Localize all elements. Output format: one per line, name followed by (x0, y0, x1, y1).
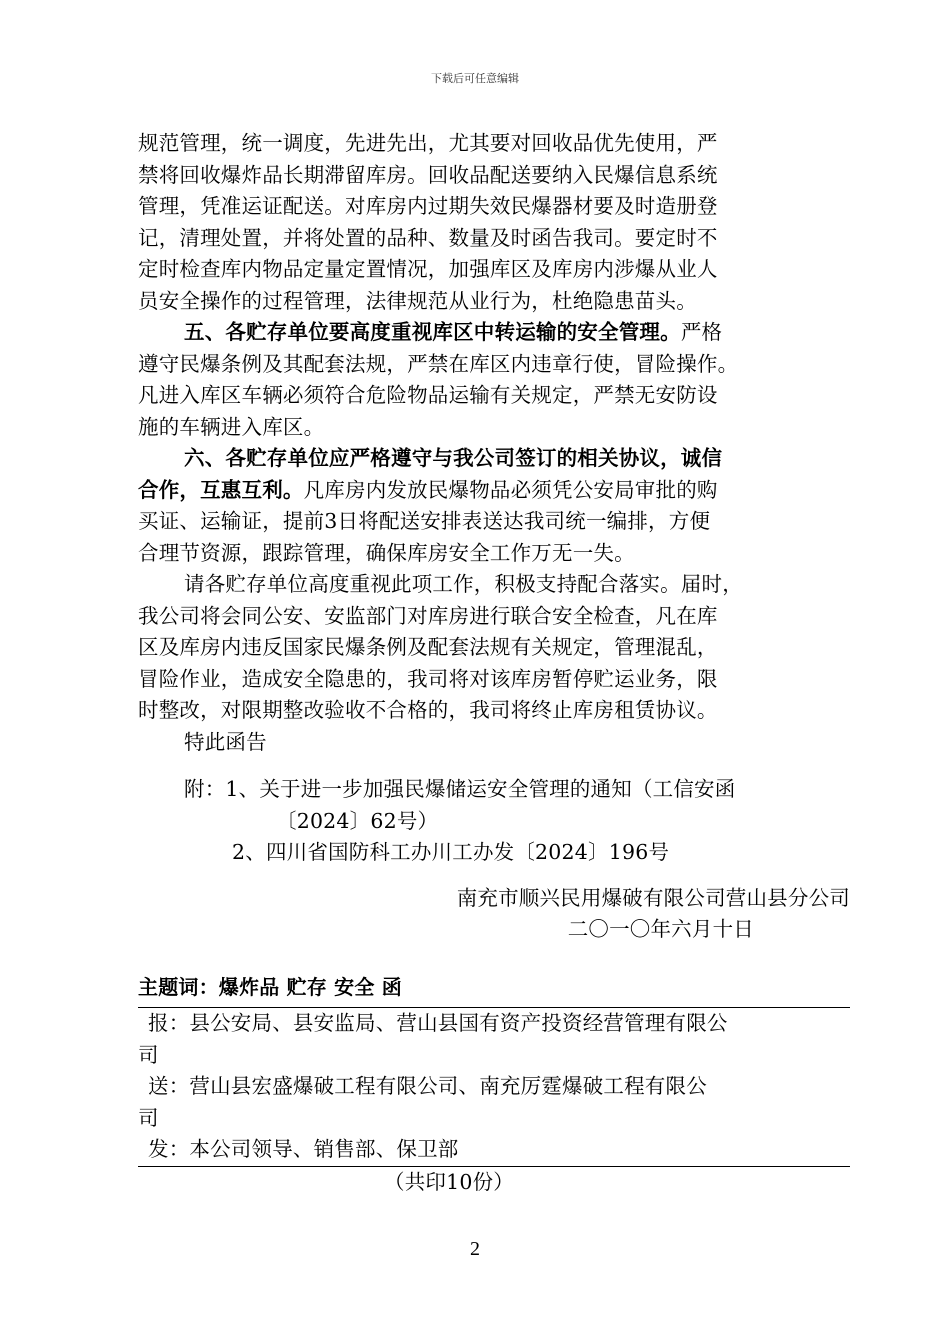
text-line: 施的车辆进入库区。 (138, 414, 325, 439)
text-line: 区及库房内违反国家民爆条例及配套法规有关规定，管理混乱， (138, 635, 718, 659)
text-line (138, 475, 850, 507)
closing-phrase: 特此函告 (184, 729, 267, 754)
copies-count: （共印10份） (384, 1169, 514, 1194)
text-line: 请各贮存单位高度重视此项工作，积极支持配合落实。届时， (184, 572, 743, 596)
text-line: 遵守民爆条例及其配套法规，严禁在库区内违章行使，冒险操作。 (138, 351, 739, 376)
paragraph-7 (138, 569, 850, 727)
distribution-report-cont: 司 (138, 1042, 159, 1067)
text-line: 规范管理，统一调度，先进先出，尤其要对回收品优先使用，严 (138, 131, 718, 155)
text-line: 合理节资源，跟踪管理，确保库房安全工作万无一失。 (138, 540, 635, 565)
subject-words: 主题词：爆炸品 贮存 安全 函 (138, 974, 402, 999)
distribution-send-cont: 司 (138, 1105, 159, 1130)
text-line: 员安全操作的过程管理，法律规范从业行为，杜绝隐患苗头。 (138, 288, 697, 313)
text-span: 凡库房内发放民爆物品必须凭公安局审批的购 (303, 477, 718, 502)
attachments (138, 774, 850, 869)
text-line: 买证、运输证，提前3日将配送安排表送达我司统一编排，方便 (138, 509, 711, 533)
header-note: 下载后可任意编辑 (431, 72, 519, 85)
text-line: 我公司将会同公安、安监部门对库房进行联合安全检查，凡在库 (138, 603, 718, 628)
signature-block (138, 883, 850, 946)
text-line: 管理，凭准运证配送。对库房内过期失效民爆器材要及时造册登 (138, 194, 718, 218)
document-body (138, 128, 850, 1198)
text-line (138, 317, 850, 349)
distribution-report: 报：县公安局、县安监局、营山县国有资产投资经营管理有限公 (148, 1011, 728, 1035)
paragraph-6 (138, 443, 850, 569)
attachment-2: 2、四川省国防科工办川工办发〔2024〕196号 (232, 840, 670, 864)
paragraph-5 (138, 317, 850, 443)
attachment-1: 附：1、关于进一步加强民爆储运安全管理的通知（工信安函 (184, 777, 736, 801)
paragraph-4-continued (138, 128, 850, 317)
section-heading-5: 五、各贮存单位要高度重视库区中转运输的安全管理。 (184, 320, 681, 344)
page-number: 2 (470, 1238, 480, 1260)
distribution-send: 送：营山县宏盛爆破工程有限公司、南充厉霆爆破工程有限公 (148, 1074, 707, 1098)
section-heading-6-cont: 合作，互惠互利。 (138, 477, 304, 502)
signature-org: 南充市顺兴民用爆破有限公司营山县分公司 (456, 885, 850, 910)
text-line: 冒险作业，造成安全隐患的，我司将对该库房暂停贮运业务，限 (138, 666, 718, 691)
attachment-1-cont: 〔2024〕62号） (276, 808, 439, 833)
text-line: 时整改，对限期整改验收不合格的，我司将终止库房租赁协议。 (138, 698, 718, 722)
distribution-issue: 发：本公司领导、销售部、保卫部 (138, 1134, 850, 1167)
text-line: 凡进入库区车辆必须符合危险物品运输有关规定，严禁无安防设 (138, 383, 718, 407)
text-line: 记，清理处置，并将处置的品种、数量及时函告我司。要定时不 (138, 225, 718, 250)
text-span: 严格 (680, 320, 723, 344)
distribution-list (138, 1007, 850, 1198)
text-line: 禁将回收爆炸品长期滞留库房。回收品配送要纳入民爆信息系统 (138, 162, 718, 187)
signature-date: 二〇一〇年六月十日 (567, 917, 754, 941)
text-line: 定时检查库内物品定量定置情况，加强库区及库房内涉爆从业人 (138, 257, 718, 281)
section-heading-6: 六、各贮存单位应严格遵守与我公司签订的相关协议，诚信 (184, 446, 723, 470)
